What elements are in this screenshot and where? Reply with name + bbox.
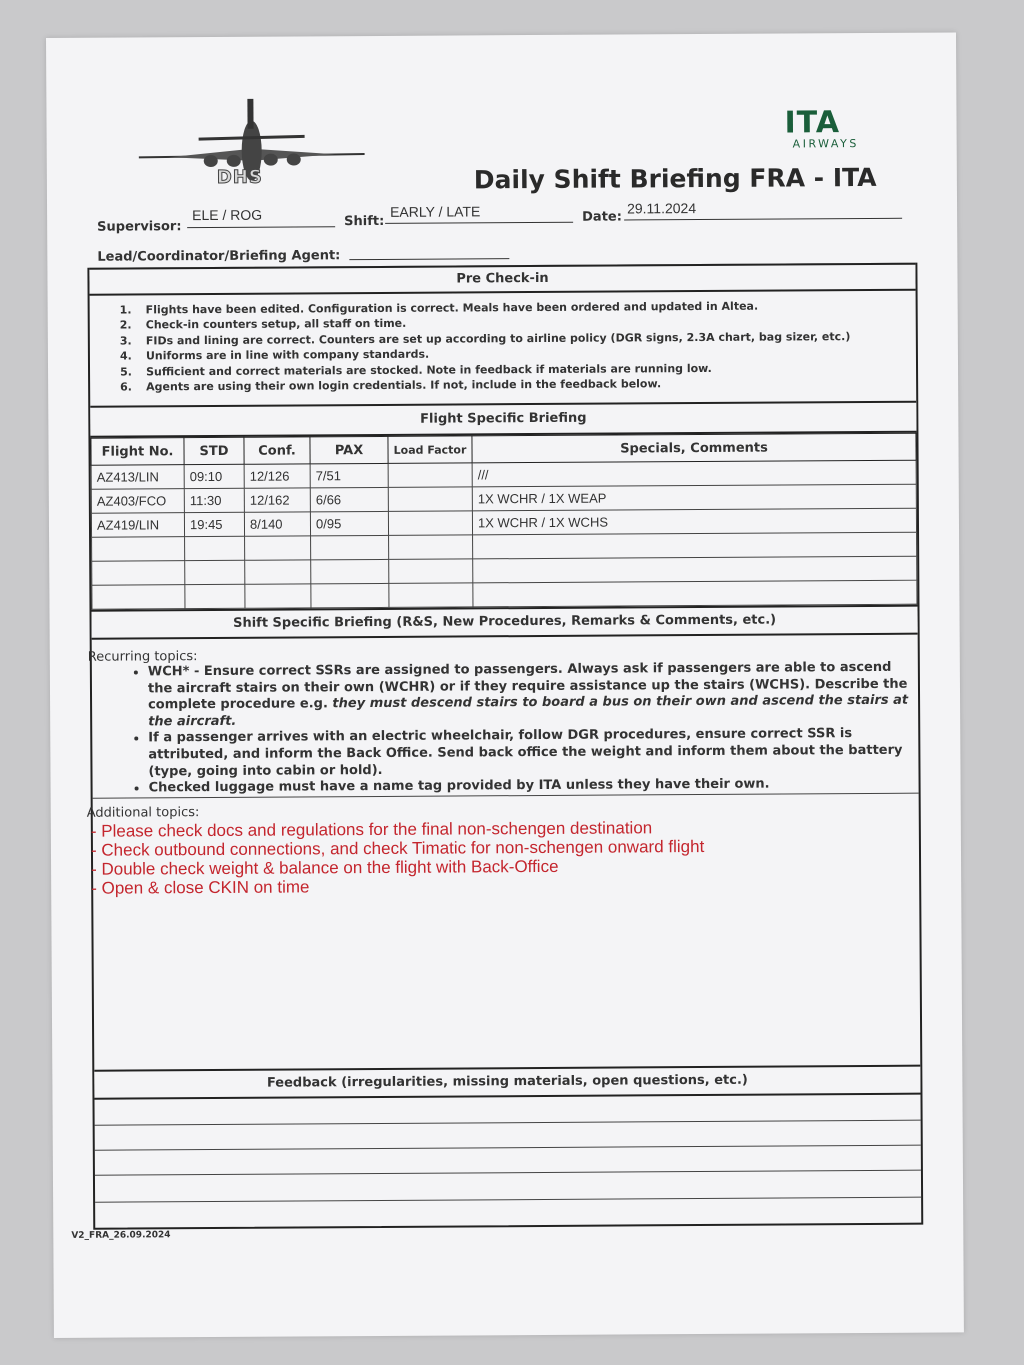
shift-label: Shift: xyxy=(344,213,385,230)
supervisor-line xyxy=(187,226,335,228)
date-value[interactable]: 29.11.2024 xyxy=(627,200,697,217)
cell-load-factor[interactable] xyxy=(388,463,472,488)
recurring-item: • Checked luggage must have a name tag provided by ITA unless they have their own. xyxy=(149,776,919,797)
cell-flight-no[interactable]: AZ413/LIN xyxy=(91,465,184,490)
cell-std[interactable]: 19:45 xyxy=(184,512,244,536)
col-conf: Conf. xyxy=(244,437,310,464)
ita-logo-mark: ITA xyxy=(784,105,841,141)
cell-pax[interactable]: 6/66 xyxy=(310,487,388,511)
precheck-item: 3. FIDs and lining are correct. Counters are set up according to airline policy (DGR signs, 2.3A chart, bag sizer, etc.) xyxy=(119,329,851,348)
version-code: V2_FRA_26.09.2024 xyxy=(71,1230,171,1241)
ita-airways-logo xyxy=(784,105,879,151)
date-line xyxy=(624,218,902,221)
cell-std[interactable]: 11:30 xyxy=(184,488,244,512)
dhs-logo-text: DHS xyxy=(216,166,263,188)
feedback-line[interactable] xyxy=(95,1120,921,1126)
flight-briefing-heading: Flight Specific Briefing xyxy=(90,401,916,438)
page-title: Daily Shift Briefing FRA - ITA xyxy=(473,162,877,195)
briefing-sheet xyxy=(46,32,964,1338)
recurring-topics xyxy=(87,645,919,798)
shift-line xyxy=(385,222,573,224)
precheck-list xyxy=(120,299,851,396)
recurring-title: Recurring topics: xyxy=(87,649,198,665)
cell-std[interactable]: 09:10 xyxy=(184,464,244,488)
shift-value[interactable]: EARLY / LATE xyxy=(390,203,481,220)
date-label: Date: xyxy=(582,209,622,225)
col-load-factor: Load Factor xyxy=(388,436,472,464)
additional-item: - Please check docs and regulations for the final non-schengen destination xyxy=(90,818,653,841)
cell-conf[interactable]: 12/162 xyxy=(244,488,310,512)
additional-item: - Open & close CKIN on time xyxy=(91,877,310,898)
cell-specials[interactable]: 1X WCHR / 1X WCHS xyxy=(472,508,916,535)
supervisor-label: Supervisor: xyxy=(97,219,182,235)
flight-table xyxy=(90,433,917,610)
cell-specials[interactable]: /// xyxy=(472,460,916,487)
cell-flight-no[interactable]: AZ419/LIN xyxy=(91,513,184,538)
lead-label: Lead/Coordinator/Briefing Agent: xyxy=(97,248,341,265)
cell-specials[interactable]: 1X WCHR / 1X WEAP xyxy=(472,484,916,511)
feedback-line[interactable] xyxy=(95,1197,921,1203)
col-std: STD xyxy=(184,437,244,464)
ita-logo-sub: AIRWAYS xyxy=(792,137,859,151)
cell-load-factor[interactable] xyxy=(388,511,472,536)
cell-pax[interactable]: 0/95 xyxy=(310,511,388,535)
supervisor-value[interactable]: ELE / ROG xyxy=(192,206,263,224)
cell-flight-no[interactable]: AZ403/FCO xyxy=(91,489,184,514)
recurring-item: • If a passenger arrives with an electric wheelchair, follow DGR procedures, ensure correct SSR is attributed, and inform the Back Office. Send back office the weight and inform them about the battery (type, going into cabin or hold). xyxy=(148,726,918,780)
cell-pax[interactable]: 7/51 xyxy=(310,463,388,487)
feedback-line[interactable] xyxy=(95,1145,921,1151)
col-specials: Specials, Comments xyxy=(472,433,916,463)
recurring-item: • WCH* - Ensure correct SSRs are assigned to passengers. Always ask if passengers are able to ascend the aircraft stairs on their own (WCHR) or if they require assistance up the stairs (WCHS). Describe the complete procedure e.g. they must descend stairs to board a bus on their own and ascend the stairs at the aircraft. xyxy=(148,660,918,731)
precheck-item: 6. Agents are using their own login credentials. If not, include in the feedback below. xyxy=(120,377,662,394)
additional-item: - Double check weight & balance on the flight with Back-Office xyxy=(91,856,559,879)
cell-conf[interactable]: 12/126 xyxy=(244,464,310,488)
precheck-item: 4. Uniforms are in line with company standards. xyxy=(119,347,430,363)
feedback-heading: Feedback (irregularities, missing materials, open questions, etc.) xyxy=(94,1065,920,1100)
feedback-line[interactable] xyxy=(95,1170,921,1176)
precheck-item: 2. Check-in counters setup, all staff on time. xyxy=(119,317,407,332)
precheck-item: 5. Sufficient and correct materials are stocked. Note in feedback if materials are running low. xyxy=(119,361,712,379)
cell-conf[interactable]: 8/140 xyxy=(244,512,310,536)
shift-briefing-heading: Shift Specific Briefing (R&S, New Procedures, Remarks & Comments, etc.) xyxy=(91,605,917,640)
briefing-form xyxy=(87,263,923,1230)
additional-item: - Check outbound connections, and check Timatic for non-schengen onward flight xyxy=(90,836,705,860)
additional-list[interactable] xyxy=(91,818,705,898)
col-pax: PAX xyxy=(310,436,388,463)
precheck-heading: Pre Check-in xyxy=(89,263,915,296)
lead-line xyxy=(349,258,509,260)
col-flight-no: Flight No. xyxy=(91,438,184,466)
precheck-item: 1. Flights have been edited. Configuration is correct. Meals have been ordered and updated in Altea. xyxy=(119,299,759,317)
cell-load-factor[interactable] xyxy=(388,487,472,512)
additional-title: Additional topics: xyxy=(86,805,200,821)
recurring-list xyxy=(92,660,919,798)
